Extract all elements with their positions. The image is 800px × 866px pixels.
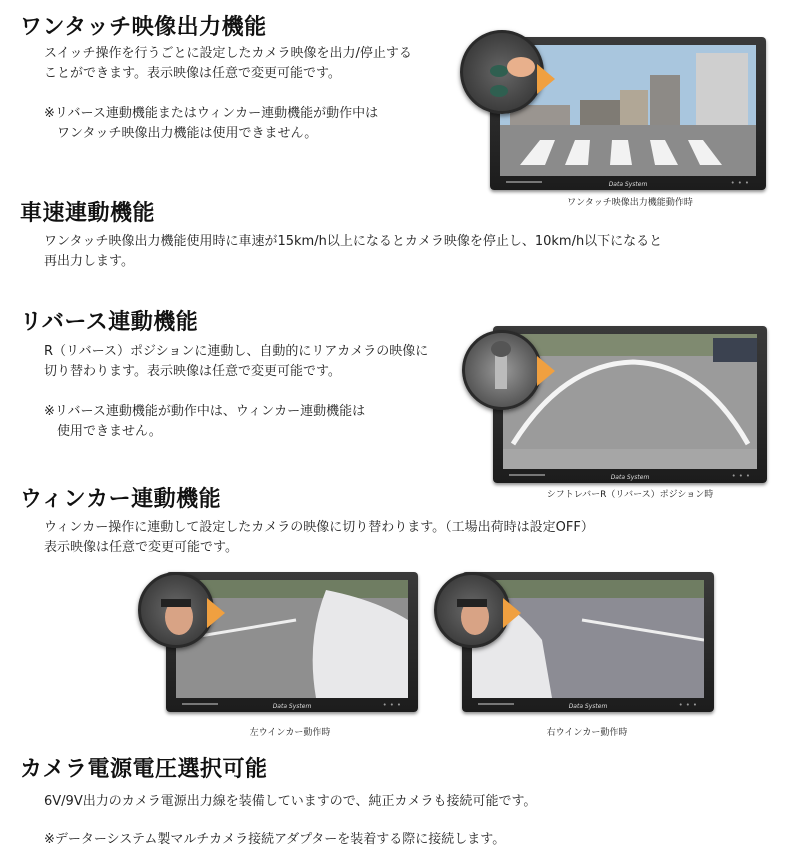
winker-stalk-right-icon xyxy=(434,572,510,648)
winker-description: ウィンカー操作に連動して設定したカメラの映像に切り替わります。（工場出荷時は設定OFF） 表示映像は任意で変更可能です。 xyxy=(44,520,594,555)
section-title-onetouch: ワンタッチ映像出力機能 xyxy=(20,15,267,40)
arrow-icon xyxy=(537,64,555,94)
caption-right-winker: 右ウインカー動作時 xyxy=(546,728,628,738)
parking-scene xyxy=(503,334,757,469)
section-title-voltage: カメラ電源電圧選択可能 xyxy=(20,757,268,782)
speed-description: ワンタッチ映像出力機能使用時に車速が15km/h以上になるとカメラ映像を停止し、10km/h以下になると 再出力します。 xyxy=(44,234,663,269)
switch-closeup-icon xyxy=(460,30,544,114)
screen-parking-view xyxy=(503,334,757,469)
monitor-reverse: Data System ••• xyxy=(493,326,767,483)
caption-left-winker: 左ウインカー動作時 xyxy=(249,728,331,738)
arrow-icon xyxy=(207,598,225,628)
monitor-left-winker: Data System ••• xyxy=(166,572,418,712)
section-title-reverse: リバース連動機能 xyxy=(20,310,199,335)
arrow-icon xyxy=(503,598,521,628)
voltage-note: ※データーシステム製マルチカメラ接続アダプターを装着する際に接続します。 xyxy=(44,832,506,847)
monitor-brand-label: Data System xyxy=(568,703,608,710)
arrow-icon xyxy=(537,356,555,386)
monitor-brand-label: Data System xyxy=(608,181,648,188)
monitor-onetouch: Data System ••• xyxy=(490,37,766,190)
voltage-description: 6V/9V出力のカメラ電源出力線を装備していますので、純正カメラも接続可能です。 xyxy=(44,794,537,809)
monitor-brand-label: Data System xyxy=(272,703,312,710)
monitor-brand-label: Data System xyxy=(610,474,650,481)
caption-onetouch: ワンタッチ映像出力機能動作時 xyxy=(567,198,693,208)
shift-lever-icon xyxy=(462,330,542,410)
caption-reverse: シフトレバーR（リバース）ポジション時 xyxy=(546,490,714,500)
section-title-speed: 車速連動機能 xyxy=(20,201,156,226)
onetouch-description: スイッチ操作を行うごとに設定したカメラ映像を出力/停止する ことができます。表示映像は任意で変更可能です。 xyxy=(44,46,412,81)
section-title-winker: ウィンカー連動機能 xyxy=(20,487,222,512)
monitor-right-winker: Data System ••• xyxy=(462,572,714,712)
reverse-description: R（リバース）ポジションに連動し、自動的にリアカメラの映像に 切り替わります。表示映像は任意で変更可能です。 xyxy=(44,344,429,379)
onetouch-note: ※リバース連動機能またはウィンカー連動機能が動作中は ワンタッチ映像出力機能は使用できません。 xyxy=(44,106,379,141)
winker-stalk-left-icon xyxy=(138,572,214,648)
reverse-note: ※リバース連動機能が動作中は、ウィンカー連動機能は 使用できません。 xyxy=(44,404,366,439)
